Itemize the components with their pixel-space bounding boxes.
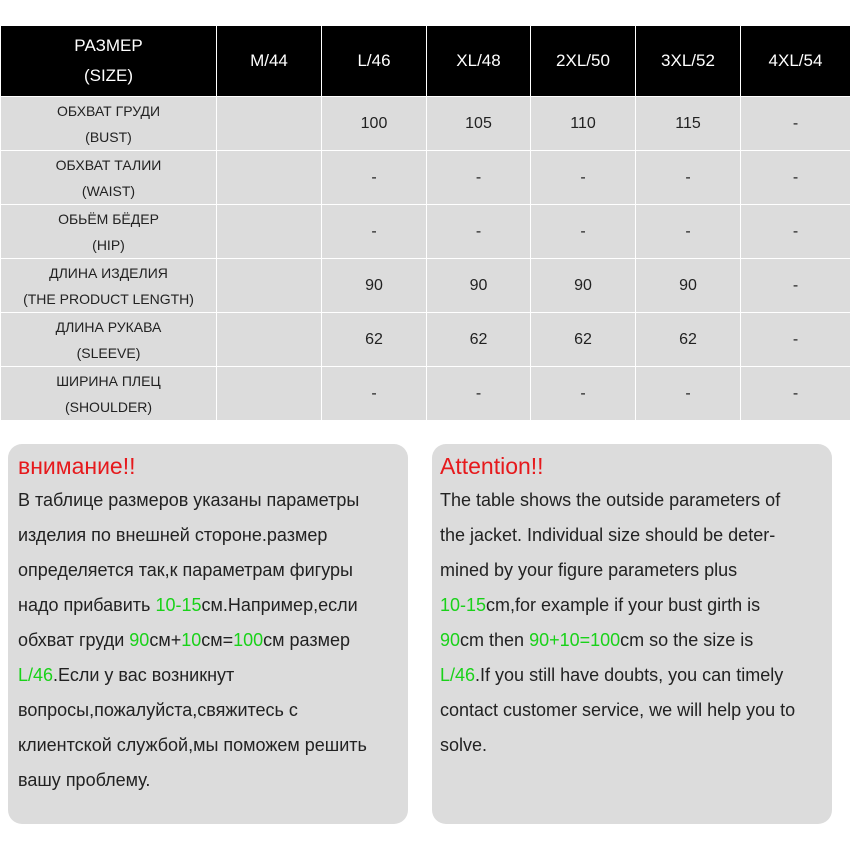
table-cell: 100 — [322, 97, 427, 151]
table-cell: - — [427, 367, 531, 421]
note-text: cm,for example if your bust girth is — [486, 595, 761, 615]
table-row-bust — [1, 97, 850, 151]
note-line: определяется так,к параметрам фигуры — [18, 560, 353, 580]
table-row-sleeve — [1, 313, 850, 367]
size-column-header: L/46 — [322, 26, 427, 97]
row-label-en: (BUST) — [85, 128, 132, 145]
highlight-number: 90 — [129, 630, 150, 650]
note-line: клиентской службой,мы поможем решить — [18, 735, 367, 755]
note-text: см= — [201, 630, 234, 650]
row-label-en: (SHOULDER) — [64, 398, 153, 415]
table-cell: - — [636, 151, 741, 205]
row-label-ru: ДЛИНА РУКАВА — [55, 318, 162, 335]
note-body-ru — [18, 483, 408, 798]
size-header-ru: РАЗМЕР — [74, 36, 143, 55]
table-row-shoulder — [1, 367, 850, 421]
size-column-header: M/44 — [217, 26, 322, 97]
note-text: обхват груди — [18, 630, 130, 650]
table-cell: - — [741, 259, 850, 313]
note-title-en: Attention!! — [440, 453, 544, 479]
note-line: вопросы,пожалуйста,свяжитесь с — [18, 700, 298, 720]
table-cell — [217, 205, 322, 259]
table-cell: - — [531, 151, 636, 205]
note-line: the jacket. Individual size should be deter- — [440, 525, 776, 545]
table-cell: - — [741, 313, 850, 367]
note-line: The table shows the outside parameters of — [440, 490, 781, 510]
table-cell: 90 — [636, 259, 741, 313]
table-cell: - — [741, 151, 850, 205]
table-cell: - — [322, 205, 427, 259]
table-row-length — [1, 259, 850, 313]
size-header-label — [1, 26, 217, 97]
highlight-number: 90 — [440, 630, 461, 650]
table-cell: - — [427, 205, 531, 259]
note-line — [18, 588, 408, 623]
row-label-ru: ОБХВАТ ГРУДИ — [56, 102, 161, 119]
attention-note-russian — [8, 444, 408, 824]
attention-note-english — [432, 444, 832, 824]
highlight-range: 10-15 — [440, 595, 487, 615]
row-label-ru: ОБЬЁМ БЁДЕР — [58, 210, 159, 227]
highlight-size: L/46 — [18, 665, 54, 685]
size-column-header: 3XL/52 — [636, 26, 741, 97]
table-cell: 115 — [636, 97, 741, 151]
note-line: solve. — [440, 735, 488, 755]
size-column-header: XL/48 — [427, 26, 531, 97]
table-cell: - — [531, 205, 636, 259]
note-title-ru: внимание!! — [18, 453, 136, 479]
highlight-number: 10 — [181, 630, 202, 650]
note-line — [440, 623, 832, 658]
table-cell: - — [322, 367, 427, 421]
note-line: изделия по внешней стороне.размер — [18, 525, 328, 545]
note-text: см+ — [149, 630, 182, 650]
table-cell — [217, 97, 322, 151]
size-column-header: 4XL/54 — [741, 26, 850, 97]
table-cell: - — [531, 367, 636, 421]
note-text: .Если у вас возникнут — [53, 665, 235, 685]
table-cell: - — [636, 205, 741, 259]
note-line — [18, 658, 408, 693]
highlight-size: L/46 — [440, 665, 476, 685]
table-cell: - — [427, 151, 531, 205]
size-chart-table — [0, 25, 850, 421]
table-cell: - — [741, 97, 850, 151]
row-label — [1, 367, 217, 421]
table-cell — [217, 151, 322, 205]
table-cell: - — [636, 367, 741, 421]
note-text: .If you still have doubts, you can timely — [475, 665, 784, 685]
header-row — [1, 26, 850, 97]
table-cell: - — [322, 151, 427, 205]
note-text: см.Например,если — [201, 595, 358, 615]
table-cell: 105 — [427, 97, 531, 151]
note-text: см размер — [263, 630, 351, 650]
row-label — [1, 313, 217, 367]
note-line — [18, 623, 408, 658]
note-text: надо прибавить — [18, 595, 156, 615]
table-cell: 110 — [531, 97, 636, 151]
row-label-ru: ДЛИНА ИЗДЕЛИЯ — [49, 264, 168, 281]
note-body-en — [440, 483, 832, 763]
table-cell — [217, 259, 322, 313]
row-label — [1, 151, 217, 205]
row-label-ru: ОБХВАТ ТАЛИИ — [55, 156, 162, 173]
table-cell: 90 — [531, 259, 636, 313]
table-row-hip — [1, 205, 850, 259]
table-cell: - — [741, 367, 850, 421]
size-column-header: 2XL/50 — [531, 26, 636, 97]
note-line: contact customer service, we will help you to — [440, 700, 796, 720]
note-text: cm then — [460, 630, 530, 650]
note-line: В таблице размеров указаны параметры — [18, 490, 360, 510]
table-cell: 90 — [322, 259, 427, 313]
table-cell: 62 — [636, 313, 741, 367]
row-label-en: (HIP) — [92, 236, 125, 253]
table-cell: 90 — [427, 259, 531, 313]
row-label — [1, 259, 217, 313]
row-label-en: (SLEEVE) — [76, 344, 141, 361]
table-row-waist — [1, 151, 850, 205]
note-line — [440, 588, 832, 623]
row-label-ru: ШИРИНА ПЛЕЦ — [56, 372, 161, 389]
note-line — [440, 658, 832, 693]
row-label — [1, 205, 217, 259]
highlight-number: 100 — [233, 630, 264, 650]
row-label — [1, 97, 217, 151]
table-cell: 62 — [322, 313, 427, 367]
note-line: вашу проблему. — [18, 770, 151, 790]
size-header-en: (SIZE) — [83, 66, 134, 85]
note-text: cm so the size is — [620, 630, 754, 650]
table-cell: - — [741, 205, 850, 259]
note-line: mined by your figure parameters plus — [440, 560, 738, 580]
row-label-en: (WAIST) — [81, 182, 136, 199]
table-cell: 62 — [427, 313, 531, 367]
table-cell: 62 — [531, 313, 636, 367]
table-cell — [217, 313, 322, 367]
table-cell — [217, 367, 322, 421]
highlight-formula: 90+10=100 — [529, 630, 621, 650]
row-label-en: (THE PRODUCT LENGTH) — [23, 290, 194, 307]
highlight-range: 10-15 — [155, 595, 202, 615]
